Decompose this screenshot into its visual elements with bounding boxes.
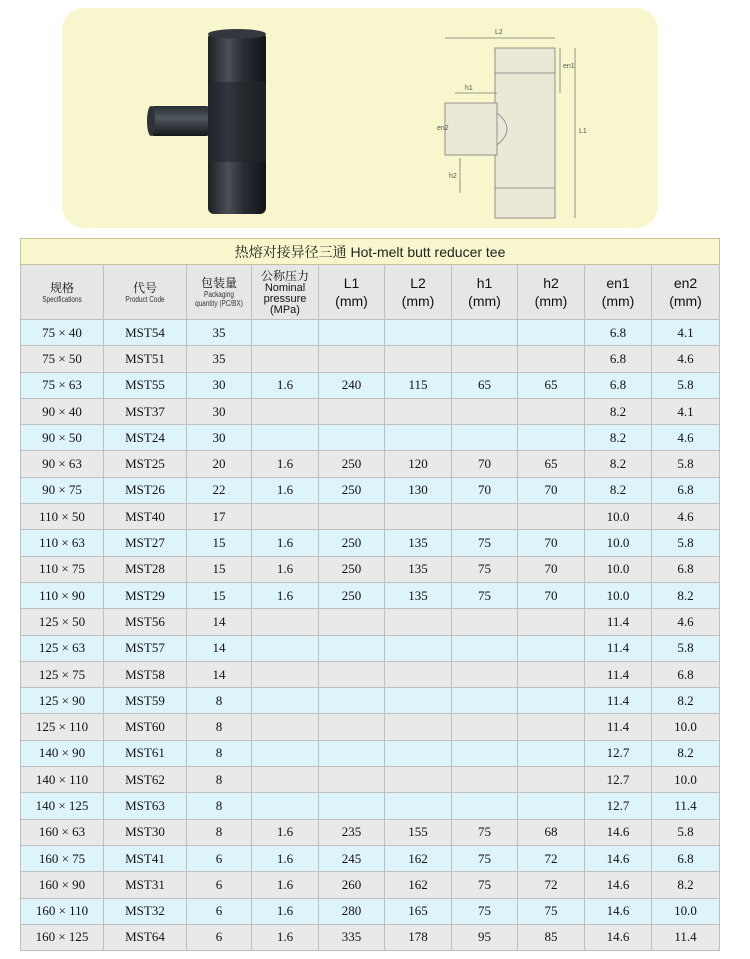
product-photo — [140, 22, 280, 222]
table-cell: 11.4 — [585, 635, 652, 661]
table-cell — [518, 714, 585, 740]
table-cell: 5.8 — [652, 635, 720, 661]
table-cell: 1.6 — [252, 556, 319, 582]
table-cell: 5.8 — [652, 530, 720, 556]
table-cell: 110 × 50 — [21, 504, 104, 530]
table-cell — [385, 398, 452, 424]
col-header-h1: h1 (mm) — [452, 265, 518, 320]
table-cell: 68 — [518, 819, 585, 845]
table-row — [21, 609, 720, 635]
table-cell: 1.6 — [252, 477, 319, 503]
table-cell: 10.0 — [652, 767, 720, 793]
table-cell: 6.8 — [652, 477, 720, 503]
table-cell: 20 — [187, 451, 252, 477]
table-cell: 70 — [518, 556, 585, 582]
table-cell: MST56 — [104, 609, 187, 635]
table-cell: 115 — [385, 372, 452, 398]
table-cell: 178 — [385, 924, 452, 950]
table-cell: 22 — [187, 477, 252, 503]
col-header-l2: L2 (mm) — [385, 265, 452, 320]
table-cell — [385, 688, 452, 714]
table-row — [21, 530, 720, 556]
table-row — [21, 872, 720, 898]
table-cell: 30 — [187, 372, 252, 398]
table-cell: 65 — [518, 372, 585, 398]
table-cell: 8 — [187, 819, 252, 845]
table-cell: 10.0 — [652, 714, 720, 740]
col-header-pressure: 公称压力 Nominal pressure (MPa) — [252, 265, 319, 320]
table-cell — [452, 425, 518, 451]
table-cell: MST57 — [104, 635, 187, 661]
table-cell: 8.2 — [652, 688, 720, 714]
table-cell — [319, 425, 385, 451]
table-cell: 250 — [319, 477, 385, 503]
table-cell: 15 — [187, 530, 252, 556]
table-cell: 140 × 90 — [21, 740, 104, 766]
table-row — [21, 451, 720, 477]
table-cell — [252, 346, 319, 372]
table-cell: 4.1 — [652, 320, 720, 346]
col-header-spec: 规格 Specifications — [21, 265, 104, 320]
table-cell: 8.2 — [585, 477, 652, 503]
table-cell: 12.7 — [585, 793, 652, 819]
table-cell: 70 — [518, 477, 585, 503]
table-row — [21, 582, 720, 608]
table-cell — [252, 688, 319, 714]
table-cell: 1.6 — [252, 530, 319, 556]
table-cell — [319, 320, 385, 346]
table-cell: 235 — [319, 819, 385, 845]
col-header-en2: en2 (mm) — [652, 265, 720, 320]
table-cell: MST41 — [104, 845, 187, 871]
table-cell: 70 — [452, 477, 518, 503]
table-cell: 335 — [319, 924, 385, 950]
table-cell — [385, 425, 452, 451]
table-cell — [385, 793, 452, 819]
table-cell: 15 — [187, 582, 252, 608]
table-row — [21, 661, 720, 687]
table-cell: MST28 — [104, 556, 187, 582]
table-cell: 6.8 — [652, 661, 720, 687]
table-cell: 12.7 — [585, 767, 652, 793]
table-cell — [252, 635, 319, 661]
table-cell: 11.4 — [585, 714, 652, 740]
table-cell: 90 × 50 — [21, 425, 104, 451]
col-header-l1: L1 (mm) — [319, 265, 385, 320]
table-row — [21, 845, 720, 871]
table-cell — [518, 688, 585, 714]
table-cell: 17 — [187, 504, 252, 530]
table-cell — [385, 320, 452, 346]
table-cell: 75 — [452, 872, 518, 898]
table-row — [21, 767, 720, 793]
table-cell: 1.6 — [252, 819, 319, 845]
table-row — [21, 714, 720, 740]
table-cell: 8.2 — [585, 425, 652, 451]
table-cell: MST26 — [104, 477, 187, 503]
table-cell: 75 — [452, 530, 518, 556]
table-cell — [452, 635, 518, 661]
table-row — [21, 398, 720, 424]
table-cell: 11.4 — [585, 609, 652, 635]
table-cell: 85 — [518, 924, 585, 950]
table-cell: MST55 — [104, 372, 187, 398]
table-title: 热熔对接异径三通 Hot-melt butt reducer tee — [21, 239, 720, 265]
table-cell: 162 — [385, 845, 452, 871]
table-cell — [319, 609, 385, 635]
table-cell: 11.4 — [652, 924, 720, 950]
table-cell: MST60 — [104, 714, 187, 740]
table-cell: 6 — [187, 898, 252, 924]
table-cell — [518, 767, 585, 793]
table-cell: 6 — [187, 845, 252, 871]
table-cell: 75 × 40 — [21, 320, 104, 346]
table-cell: 110 × 63 — [21, 530, 104, 556]
spec-table — [20, 238, 720, 951]
table-cell — [252, 661, 319, 687]
table-cell: 90 × 63 — [21, 451, 104, 477]
table-cell — [319, 688, 385, 714]
table-cell: 14.6 — [585, 819, 652, 845]
table-cell: 4.1 — [652, 398, 720, 424]
table-cell: 250 — [319, 556, 385, 582]
table-cell: 162 — [385, 872, 452, 898]
table-cell: 4.6 — [652, 609, 720, 635]
table-cell: 6.8 — [585, 346, 652, 372]
table-cell: 90 × 40 — [21, 398, 104, 424]
table-cell: MST27 — [104, 530, 187, 556]
table-cell: 12.7 — [585, 740, 652, 766]
table-cell: 1.6 — [252, 845, 319, 871]
table-cell — [319, 346, 385, 372]
table-row — [21, 477, 720, 503]
table-cell — [452, 767, 518, 793]
table-cell — [252, 740, 319, 766]
table-cell: 35 — [187, 346, 252, 372]
table-cell — [452, 661, 518, 687]
table-cell — [452, 714, 518, 740]
table-cell: 130 — [385, 477, 452, 503]
col-header-en1: en1 (mm) — [585, 265, 652, 320]
table-row — [21, 924, 720, 950]
label-en2: en2 — [437, 125, 449, 132]
table-cell: 8 — [187, 688, 252, 714]
table-cell: 110 × 90 — [21, 582, 104, 608]
table-cell: MST29 — [104, 582, 187, 608]
table-cell — [452, 504, 518, 530]
table-cell: 6 — [187, 872, 252, 898]
table-cell — [518, 320, 585, 346]
table-cell: 5.8 — [652, 451, 720, 477]
table-cell: 160 × 75 — [21, 845, 104, 871]
table-cell: 8 — [187, 767, 252, 793]
table-cell: 6.8 — [652, 845, 720, 871]
table-cell — [252, 714, 319, 740]
table-cell: 4.6 — [652, 504, 720, 530]
table-cell: 5.8 — [652, 819, 720, 845]
table-cell: 4.6 — [652, 425, 720, 451]
label-en1: en1 — [563, 63, 575, 70]
table-cell: MST64 — [104, 924, 187, 950]
table-cell — [452, 740, 518, 766]
table-cell: 14.6 — [585, 924, 652, 950]
label-l1: L1 — [579, 128, 587, 135]
table-cell: 95 — [452, 924, 518, 950]
table-cell: 14 — [187, 609, 252, 635]
table-cell: MST24 — [104, 425, 187, 451]
table-cell — [385, 635, 452, 661]
table-cell: MST62 — [104, 767, 187, 793]
table-cell: 160 × 90 — [21, 872, 104, 898]
table-cell: 70 — [518, 582, 585, 608]
table-cell — [252, 425, 319, 451]
table-cell: 125 × 110 — [21, 714, 104, 740]
table-cell: MST37 — [104, 398, 187, 424]
table-cell — [319, 661, 385, 687]
table-cell — [385, 767, 452, 793]
table-cell — [319, 635, 385, 661]
table-cell — [518, 635, 585, 661]
table-cell: 125 × 63 — [21, 635, 104, 661]
table-row — [21, 635, 720, 661]
table-cell — [252, 320, 319, 346]
table-cell — [319, 714, 385, 740]
table-cell: 11.4 — [585, 688, 652, 714]
table-row — [21, 793, 720, 819]
table-cell: MST51 — [104, 346, 187, 372]
table-cell — [252, 793, 319, 819]
table-cell: 10.0 — [652, 898, 720, 924]
table-cell: 10.0 — [585, 504, 652, 530]
table-cell: 30 — [187, 425, 252, 451]
table-cell — [518, 793, 585, 819]
table-cell: 11.4 — [585, 661, 652, 687]
table-cell — [518, 398, 585, 424]
table-cell — [452, 793, 518, 819]
label-l2: L2 — [495, 29, 503, 36]
table-cell: MST58 — [104, 661, 187, 687]
table-cell — [452, 346, 518, 372]
table-cell: 1.6 — [252, 451, 319, 477]
table-cell: MST40 — [104, 504, 187, 530]
table-cell: 5.8 — [652, 372, 720, 398]
table-cell: 35 — [187, 320, 252, 346]
table-cell: 125 × 90 — [21, 688, 104, 714]
table-cell: 125 × 75 — [21, 661, 104, 687]
table-cell — [319, 398, 385, 424]
table-cell: 280 — [319, 898, 385, 924]
table-cell: 1.6 — [252, 582, 319, 608]
table-row — [21, 819, 720, 845]
table-cell: 250 — [319, 582, 385, 608]
table-cell: 110 × 75 — [21, 556, 104, 582]
table-cell: 125 × 50 — [21, 609, 104, 635]
table-cell — [385, 661, 452, 687]
table-cell — [252, 504, 319, 530]
table-cell: MST63 — [104, 793, 187, 819]
table-cell: 14.6 — [585, 872, 652, 898]
table-row — [21, 346, 720, 372]
table-cell: 160 × 125 — [21, 924, 104, 950]
table-cell: 135 — [385, 556, 452, 582]
table-cell: 1.6 — [252, 872, 319, 898]
table-cell: 75 × 63 — [21, 372, 104, 398]
table-row — [21, 898, 720, 924]
table-cell: 8.2 — [652, 740, 720, 766]
table-cell — [252, 609, 319, 635]
table-cell: 75 — [452, 556, 518, 582]
label-h1: h1 — [465, 85, 473, 92]
table-cell: 4.6 — [652, 346, 720, 372]
table-cell: 135 — [385, 530, 452, 556]
table-cell: 30 — [187, 398, 252, 424]
table-cell: 75 — [518, 898, 585, 924]
table-row — [21, 688, 720, 714]
table-cell — [452, 609, 518, 635]
table-cell: 75 — [452, 582, 518, 608]
table-cell — [518, 661, 585, 687]
table-cell: 72 — [518, 845, 585, 871]
table-cell: 160 × 63 — [21, 819, 104, 845]
table-cell: 15 — [187, 556, 252, 582]
col-header-qty: 包装量 Packaging quantity (PC/BX) — [187, 265, 252, 320]
table-cell: MST31 — [104, 872, 187, 898]
table-cell: 10.0 — [585, 582, 652, 608]
table-cell: 1.6 — [252, 898, 319, 924]
table-cell: 75 — [452, 898, 518, 924]
table-cell: 14.6 — [585, 845, 652, 871]
table-cell: 75 — [452, 845, 518, 871]
table-cell: 1.6 — [252, 372, 319, 398]
table-cell — [385, 346, 452, 372]
table-cell: 250 — [319, 530, 385, 556]
table-cell: 135 — [385, 582, 452, 608]
table-cell: 140 × 125 — [21, 793, 104, 819]
table-cell: 14.6 — [585, 898, 652, 924]
table-cell: 155 — [385, 819, 452, 845]
table-cell: 70 — [452, 451, 518, 477]
table-cell: 8.2 — [585, 451, 652, 477]
table-header-row — [21, 265, 720, 320]
table-cell: 6.8 — [652, 556, 720, 582]
table-cell: MST59 — [104, 688, 187, 714]
table-cell: 165 — [385, 898, 452, 924]
table-cell: MST32 — [104, 898, 187, 924]
table-cell — [319, 767, 385, 793]
table-cell: 72 — [518, 872, 585, 898]
table-cell: 65 — [452, 372, 518, 398]
table-cell: 8 — [187, 793, 252, 819]
table-cell — [385, 504, 452, 530]
table-cell — [252, 767, 319, 793]
table-cell — [452, 398, 518, 424]
table-cell: 14 — [187, 661, 252, 687]
table-cell — [452, 320, 518, 346]
col-header-code: 代号 Product Code — [104, 265, 187, 320]
table-cell — [252, 398, 319, 424]
table-cell: 160 × 110 — [21, 898, 104, 924]
table-cell: 6 — [187, 924, 252, 950]
col-header-h2: h2 (mm) — [518, 265, 585, 320]
table-row — [21, 504, 720, 530]
table-cell: 240 — [319, 372, 385, 398]
table-cell — [385, 740, 452, 766]
table-cell: 8.2 — [652, 872, 720, 898]
dimension-drawing — [435, 18, 620, 223]
table-cell: 90 × 75 — [21, 477, 104, 503]
table-cell: 140 × 110 — [21, 767, 104, 793]
table-cell: 8.2 — [585, 398, 652, 424]
table-row — [21, 372, 720, 398]
table-cell: 10.0 — [585, 556, 652, 582]
table-cell: MST61 — [104, 740, 187, 766]
table-cell: 6.8 — [585, 372, 652, 398]
table-cell — [452, 688, 518, 714]
table-cell — [385, 609, 452, 635]
table-cell — [518, 504, 585, 530]
table-cell — [385, 714, 452, 740]
table-cell: MST30 — [104, 819, 187, 845]
table-cell: 1.6 — [252, 924, 319, 950]
table-cell: 250 — [319, 451, 385, 477]
table-cell: 120 — [385, 451, 452, 477]
label-h2: h2 — [449, 173, 457, 180]
table-cell: 75 — [452, 819, 518, 845]
table-cell — [518, 346, 585, 372]
table-cell — [518, 609, 585, 635]
table-cell: 75 × 50 — [21, 346, 104, 372]
table-cell: 10.0 — [585, 530, 652, 556]
table-cell: 14 — [187, 635, 252, 661]
table-cell: MST25 — [104, 451, 187, 477]
table-cell: 260 — [319, 872, 385, 898]
table-cell: 8 — [187, 714, 252, 740]
table-cell: 65 — [518, 451, 585, 477]
table-cell: 245 — [319, 845, 385, 871]
table-row — [21, 320, 720, 346]
table-cell: MST54 — [104, 320, 187, 346]
table-cell — [319, 504, 385, 530]
table-row — [21, 425, 720, 451]
table-cell — [518, 740, 585, 766]
table-cell — [518, 425, 585, 451]
table-cell — [319, 793, 385, 819]
table-row — [21, 740, 720, 766]
table-cell — [319, 740, 385, 766]
table-cell: 6.8 — [585, 320, 652, 346]
table-cell: 70 — [518, 530, 585, 556]
table-cell: 8 — [187, 740, 252, 766]
table-row — [21, 556, 720, 582]
table-cell: 11.4 — [652, 793, 720, 819]
table-cell: 8.2 — [652, 582, 720, 608]
